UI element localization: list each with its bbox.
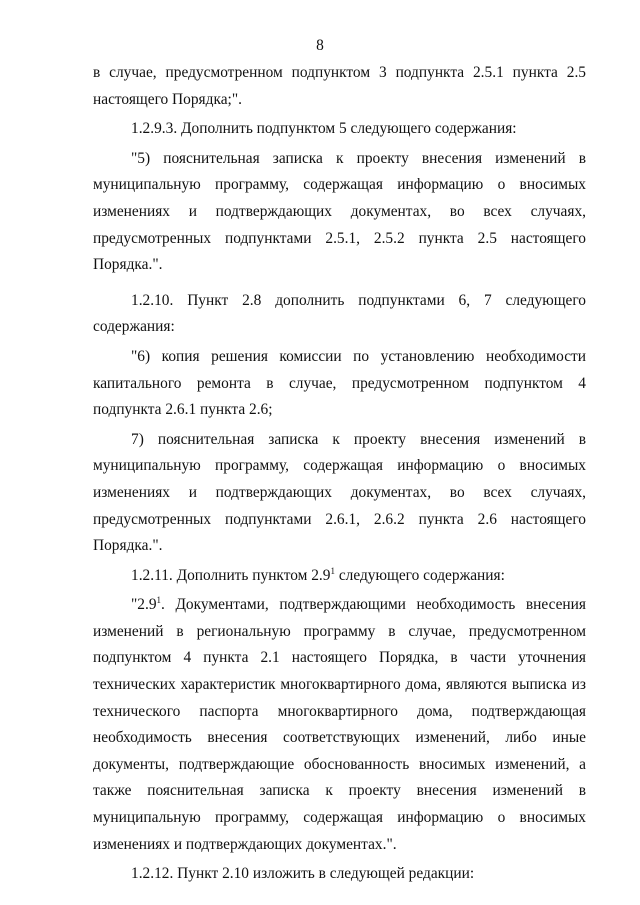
paragraph-1-2-11-text: 1.2.11. Дополнить пунктом 2.9 [131,566,331,584]
paragraph-continuation: в случае, предусмотренном подпунктом 3 подпункта 2.5.1 пункта 2.5 настоящего Порядка;". [93,64,586,108]
page-number: 8 [316,37,324,54]
paragraph-1-2-11-text-end: следующего содержания: [334,566,505,584]
paragraph-2-9-1-text: . Документами, подтверждающими необходимость внесения изменений в региональную программу в случае, предусмотренном подпунктом 4 пункта 2.1 настоящего Порядка, в части уточнения технических характеристик многоквартирного дома, являются выписка из технического паспорта многоквартирного дома, подтверждающая необходимость внесения соответствующих изменений, либо иные документы, подтверждающие обоснованность вносимых изменений, а также пояснительная записка к проекту внесения изменений в муниципальную программу, содержащая информацию о вносимых изменениях и подтверждающих документах.". [93,596,586,853]
paragraph-2-9-1 [93,592,586,858]
paragraph-1-2-10: 1.2.10. Пункт 2.8 дополнить подпунктами 6, 7 следующего содержания: [93,291,586,336]
paragraph-subitem-5: "5) пояснительная записка к проекту внесения изменений в муниципальную программу, содержащая информацию о вносимых изменениях и подтверждающих документах, во всех случаях, предусмотренных подпунктами 2.5.1, 2.5.2 пункта 2.5 настоящего Порядка.". [93,149,586,274]
paragraph-2-9-1-lead: "2.9 [131,596,157,614]
superscript-one: 1 [330,565,335,576]
paragraph-subitem-7: 7) пояснительная записка к проекту внесения изменений в муниципальную программу, содержащая информацию о вносимых изменениях и подтверждающих документах, во всех случаях, предусмотренных подпунктами 2.6.1, 2.6.2 пункта 2.6 настоящего Порядка.". [93,430,586,555]
paragraph-1-2-9-3: 1.2.9.3. Дополнить подпунктом 5 следующего содержания: [131,120,517,138]
document-body [93,60,586,888]
superscript-one: 1 [156,595,162,606]
paragraph-subitem-6: "6) копия решения комиссии по установлению необходимости капитального ремонта в случае, предусмотренном подпунктом 4 подпункта 2.6.1 пункта 2.6; [93,347,586,419]
paragraph-1-2-11 [93,563,586,590]
paragraph-1-2-12: 1.2.12. Пункт 2.10 изложить в следующей редакции: [131,865,475,883]
